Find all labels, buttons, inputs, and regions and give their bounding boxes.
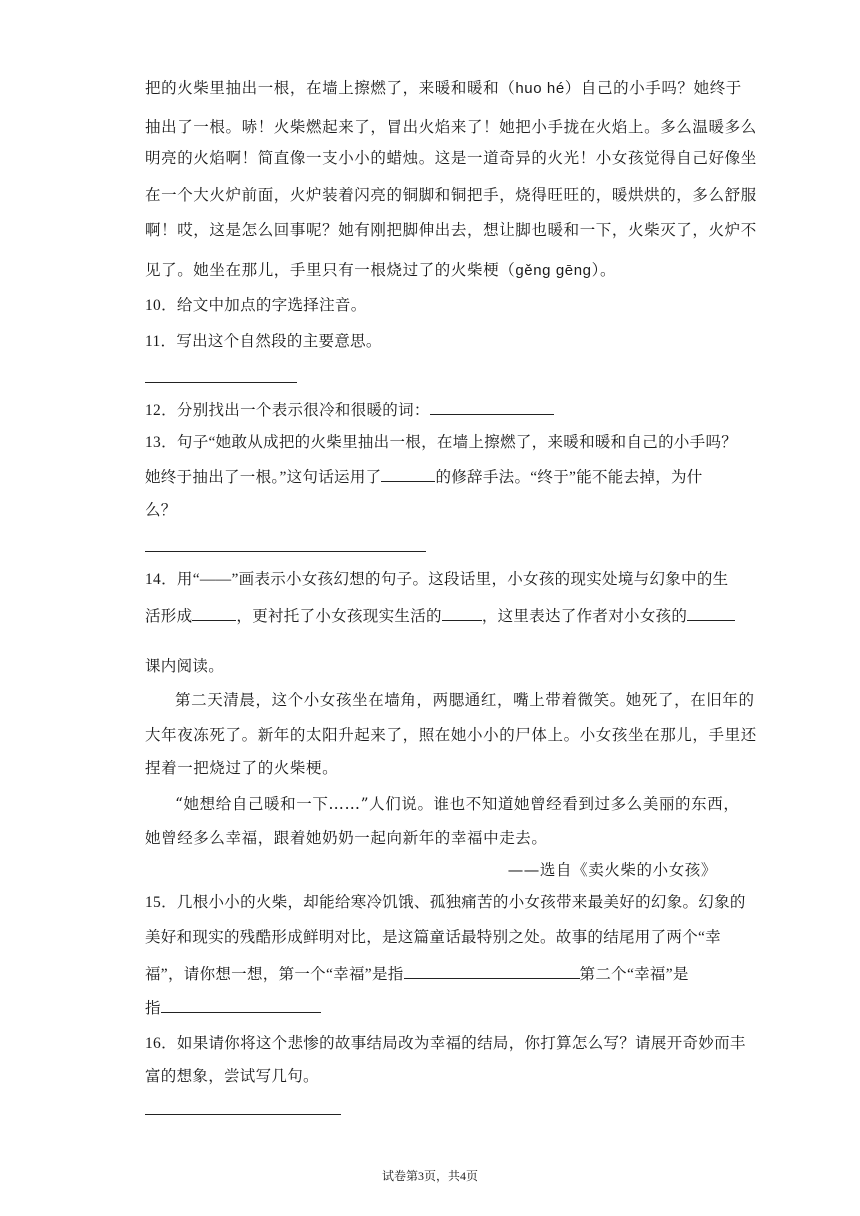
question-text: ，这里表达了作者对小女孩的 bbox=[481, 608, 688, 625]
answer-blank[interactable] bbox=[442, 605, 482, 621]
answer-blank[interactable] bbox=[404, 963, 580, 979]
passage-text: ）。 bbox=[591, 261, 617, 279]
passage-line: 捏着一把烧过了的火柴梗。 bbox=[145, 759, 339, 777]
answer-line[interactable] bbox=[145, 551, 426, 552]
answer-blank[interactable] bbox=[687, 605, 735, 621]
pinyin-annotation: huo hé bbox=[515, 80, 565, 97]
question-text: ，更衬托了小女孩现实生活的 bbox=[236, 608, 442, 625]
question-14: 14．用“——”画表示小女孩幻想的句子。这段话里，小女孩的现实处境与幻象中的生 bbox=[145, 571, 729, 588]
passage-line bbox=[145, 259, 717, 282]
question-15-line: 美好和现实的残酷形成鲜明对比，是这篇童话最特别之处。故事的结尾用了两个“幸 bbox=[145, 929, 721, 946]
pinyin-annotation: gěng gēng bbox=[515, 262, 592, 279]
question-text: 指 bbox=[145, 1000, 161, 1017]
passage-line: 第二天清晨，这个小女孩坐在墙角，两腮通红，嘴上带着微笑。她死了，在旧年的 bbox=[175, 691, 755, 709]
passage-line: “她想给自己暖和一下……”人们说。谁也不知道她曾经看到过多么美丽的东西， bbox=[175, 795, 740, 813]
passage-line: 大年夜冻死了。新年的太阳升起来了，照在她小小的尸体上。小女孩坐在那儿，手里还 bbox=[145, 726, 757, 744]
question-text: 的修辞手法。“终于”能不能去掉，为什 bbox=[435, 469, 703, 486]
passage-line: 抽出了一根。哧！火柴燃起来了，冒出火焰来了！她把小手拢在火焰上。多么温暖多么 bbox=[145, 118, 757, 136]
question-13: 13．句子“她敢从成把的火柴里抽出一根，在墙上擦燃了，来暖和暖和自己的小手吗？ bbox=[145, 434, 738, 451]
question-13-line: 么？ bbox=[145, 502, 177, 519]
passage-line: 明亮的火焰啊！简直像一支小小的蜡烛。这是一道奇异的火光！小女孩觉得自己好像坐 bbox=[145, 149, 757, 167]
question-text: 第二个“幸福”是 bbox=[579, 966, 689, 983]
answer-blank[interactable] bbox=[381, 466, 435, 482]
question-13-line bbox=[145, 466, 717, 489]
question-12 bbox=[145, 399, 717, 422]
passage-text: 见了。她坐在那儿，手里只有一根烧过了的火柴梗（ bbox=[145, 261, 516, 279]
question-10: 10．给文中加点的字选择注音。 bbox=[145, 297, 367, 314]
question-text: 福”，请你想一想，第一个“幸福”是指 bbox=[145, 966, 404, 983]
question-11: 11．写出这个自然段的主要意思。 bbox=[145, 333, 382, 350]
answer-blank[interactable] bbox=[161, 997, 321, 1013]
passage-line: 她曾经多么幸福，跟着她奶奶一起向新年的幸福中走去。 bbox=[145, 829, 548, 847]
question-16: 16．如果请你将这个悲惨的故事结局改为幸福的结局，你打算怎么写？请展开奇妙而丰 bbox=[145, 1035, 746, 1052]
question-text: 她终于抽出了一根。”这句话运用了 bbox=[145, 469, 382, 486]
question-15-line bbox=[145, 963, 717, 986]
question-15: 15．几根小小的火柴，却能给寒冷饥饿、孤独痛苦的小女孩带来最美好的幻象。幻象的 bbox=[145, 894, 746, 911]
passage-text: 把的火柴里抽出一根，在墙上擦燃了，来暖和暖和（ bbox=[145, 79, 516, 97]
passage-text: ）自己的小手吗？她终于 bbox=[564, 79, 742, 97]
passage-line bbox=[145, 77, 742, 100]
passage-line: 啊！哎，这是怎么回事呢？她有刚把脚伸出去，想让脚也暖和一下，火柴灭了，火炉不 bbox=[145, 221, 757, 239]
answer-blank[interactable] bbox=[192, 605, 236, 621]
section-title: 课内阅读。 bbox=[145, 658, 225, 675]
answer-line[interactable] bbox=[145, 382, 297, 383]
passage-source: ——选自《卖火柴的小女孩》 bbox=[507, 861, 717, 879]
question-15-line bbox=[145, 997, 717, 1020]
question-14-line bbox=[145, 605, 717, 628]
question-16-line: 富的想象，尝试写几句。 bbox=[145, 1068, 319, 1085]
answer-blank[interactable] bbox=[430, 399, 554, 415]
answer-line[interactable] bbox=[145, 1114, 341, 1115]
page-footer: 试卷第3页，共4页 bbox=[381, 1169, 478, 1183]
question-text: 活形成 bbox=[145, 608, 193, 625]
passage-line: 在一个大火炉前面，火炉装着闪亮的铜脚和铜把手，烧得旺旺的，暖烘烘的，多么舒服 bbox=[145, 186, 757, 204]
question-text: 12．分别找出一个表示很冷和很暖的词： bbox=[145, 402, 430, 419]
